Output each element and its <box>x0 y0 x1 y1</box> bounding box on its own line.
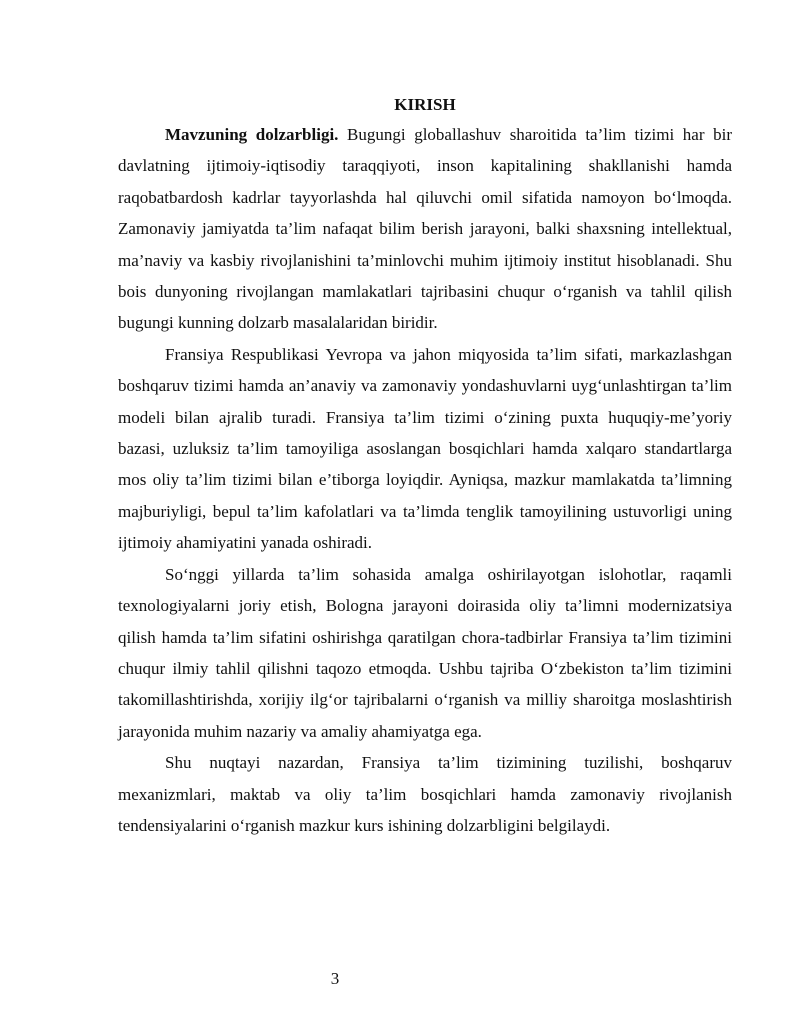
page-number: 3 <box>330 969 340 988</box>
paragraph-body: So‘nggi yillarda ta’lim sohasida amalga oshirilayotgan islohotlar, raqamli texnologiyalarni joriy etish, Bologna jarayoni doirasida oliy ta’limni modernizatsiya qilish hamda ta’lim sifatini oshirishga qaratilgan chora-tadbirlar Fransiya ta’lim tizimini chuqur ilmiy tahlil qilishni taqozo etmoqda. Ushbu tajriba O‘zbekiston ta’lim tizimini takomillashtirishda, xorijiy ilg‘or tajribalarni o‘rganish va milliy sharoitga moslashtirish jarayonida muhim nazariy va amaliy ahamiyatga ega. <box>118 564 732 741</box>
paragraph-france-model <box>118 339 732 559</box>
paragraph-lead-bold: Mavzuning dolzarbligi. <box>165 125 339 144</box>
section-heading: KIRISH <box>394 95 456 114</box>
paragraph-body: Shu nuqtayi nazardan, Fransiya ta’lim tizimining tuzilishi, boshqaruv mexanizmlari, maktab va oliy ta’lim bosqichlari hamda zamonaviy rivojlanish tendensiyalarini o‘rganish mazkur kurs ishining dolzarbligini belgilaydi. <box>118 753 732 835</box>
paragraph-body: Fransiya Respublikasi Yevropa va jahon miqyosida ta’lim sifati, markazlashgan boshqaruv tizimi hamda an’anaviy va zamonaviy yondashuvlarni uyg‘unlashtirgan ta’lim modeli bilan ajralib turadi. Fransiya ta’lim tizimi o‘zining puxta huquqiy-me’yoriy bazasi, uzluksiz ta’lim tamoyiliga asoslangan bosqichlari hamda xalqaro standartlarga mos oliy ta’lim tizimi bilan e’tiborga loyiqdir. Ayniqsa, mazkur mamlakatda ta’limning majburiyligi, bepul ta’lim kafolatlari va ta’limda tenglik tamoyilining ustuvorligi uning ijtimoiy ahamiyatini yanada oshiradi. <box>118 344 732 553</box>
paragraph-conclusion <box>118 747 732 841</box>
document-page <box>118 92 732 841</box>
paragraph-body: Bugungi globallashuv sharoitida ta’lim tizimi har bir davlatning ijtimoiy-iqtisodiy taraqqiyoti, inson kapitalining shakllanishi hamda raqobatbardosh kadrlar tayyorlashda hal qiluvchi omil sifatida namoyon bo‘lmoqda. Zamonaviy jamiyatda ta’lim nafaqat bilim berish jarayoni, balki shaxsning intellektual, ma’naviy va kasbiy rivojlanishini ta’minlovchi muhim ijtimoiy institut hisoblanadi. Shu bois dunyoning rivojlangan mamlakatlari tajribasini chuqur o‘rganish va tahlil qilish bugungi kunning dolzarb masalalaridan biridir. <box>118 125 733 333</box>
paragraph-reforms <box>118 559 732 747</box>
paragraph-relevance <box>118 119 732 339</box>
